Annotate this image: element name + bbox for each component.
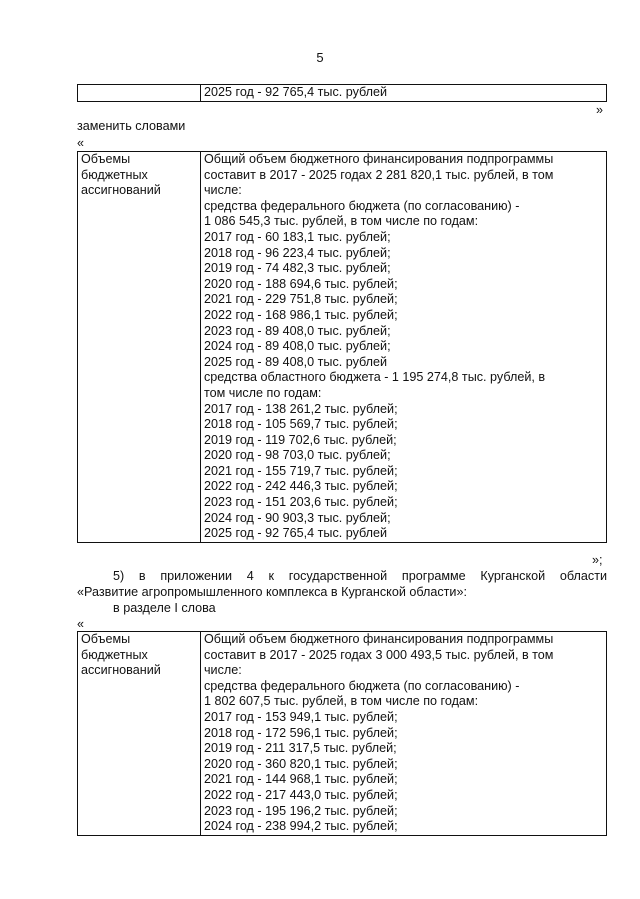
table-label-cell bbox=[78, 632, 201, 836]
open-quote: « bbox=[77, 617, 85, 631]
table-line: 2022 год - 242 446,3 тыс. рублей; bbox=[204, 479, 398, 494]
table-row bbox=[78, 152, 607, 543]
label-line: бюджетных bbox=[81, 167, 148, 182]
table-label-cell bbox=[78, 85, 201, 102]
table-line: 1 086 545,3 тыс. рублей, в том числе по годам: bbox=[204, 214, 479, 229]
table-line: средства федерального бюджета (по согласованию) - bbox=[204, 198, 520, 213]
table-line: 2023 год - 195 196,2 тыс. рублей; bbox=[204, 803, 398, 818]
table-line: числе: bbox=[204, 663, 242, 678]
table-line: 1 802 607,5 тыс. рублей, в том числе по годам: bbox=[204, 694, 479, 709]
table-content-cell bbox=[201, 85, 607, 102]
table-line: 2018 год - 172 596,1 тыс. рублей; bbox=[204, 725, 398, 740]
table-line: Общий объем бюджетного финансирования подпрограммы bbox=[204, 632, 554, 646]
budget-table-1 bbox=[77, 151, 607, 543]
table-line: 2024 год - 89 408,0 тыс. рублей; bbox=[204, 339, 391, 354]
table-line: 2018 год - 105 569,7 тыс. рублей; bbox=[204, 417, 398, 432]
table-line: средства областного бюджета - 1 195 274,8 тыс. рублей, в bbox=[204, 370, 546, 385]
open-quote: « bbox=[77, 136, 85, 150]
table-line: 2018 год - 96 223,4 тыс. рублей; bbox=[204, 245, 391, 260]
table-line: 2021 год - 155 719,7 тыс. рублей; bbox=[204, 463, 398, 478]
table-line: 2023 год - 89 408,0 тыс. рублей; bbox=[204, 323, 391, 338]
table-line: 2021 год - 229 751,8 тыс. рублей; bbox=[204, 292, 398, 307]
label-line: ассигнований bbox=[81, 663, 161, 678]
paragraph-item-5 bbox=[77, 568, 607, 616]
table-line: составит в 2017 - 2025 годах 2 281 820,1 тыс. рублей, в том bbox=[204, 167, 554, 182]
budget-table-2 bbox=[77, 631, 607, 836]
table-line: составит в 2017 - 2025 годах 3 000 493,5 тыс. рублей, в том bbox=[204, 647, 554, 662]
replace-words-text: заменить словами bbox=[77, 119, 186, 133]
paragraph-line: «Развитие агропромышленного комплекса в Курганской области»: bbox=[77, 585, 467, 599]
table-line: 2022 год - 168 986,1 тыс. рублей; bbox=[204, 307, 398, 322]
table-line: 2024 год - 238 994,2 тыс. рублей; bbox=[204, 819, 398, 834]
table-line: 2022 год - 217 443,0 тыс. рублей; bbox=[204, 787, 398, 802]
label-line: Объемы bbox=[81, 632, 131, 646]
table-line: Общий объем бюджетного финансирования подпрограммы bbox=[204, 152, 554, 166]
label-line: ассигнований bbox=[81, 183, 161, 198]
label-line: Объемы bbox=[81, 152, 131, 166]
table-line: 2019 год - 119 702,6 тыс. рублей; bbox=[204, 432, 397, 447]
table-line: 2020 год - 360 820,1 тыс. рублей; bbox=[204, 756, 398, 771]
table-line: том числе по годам: bbox=[204, 385, 322, 400]
table-line: 2025 год - 89 408,0 тыс. рублей bbox=[204, 354, 388, 369]
table-line: 2023 год - 151 203,6 тыс. рублей; bbox=[204, 495, 398, 510]
table-line: 2017 год - 60 183,1 тыс. рублей; bbox=[204, 229, 391, 244]
table-line: 2024 год - 90 903,3 тыс. рублей; bbox=[204, 510, 391, 525]
table-content-cell bbox=[201, 152, 607, 543]
table-line: 2017 год - 138 261,2 тыс. рублей; bbox=[204, 401, 398, 416]
table-line: 2020 год - 98 703,0 тыс. рублей; bbox=[204, 448, 391, 463]
close-quote: » bbox=[596, 103, 604, 117]
table-line: 2020 год - 188 694,6 тыс. рублей; bbox=[204, 276, 398, 291]
table-label-cell bbox=[78, 152, 201, 543]
table-line: средства федерального бюджета (по согласованию) - bbox=[204, 678, 520, 693]
table-content-cell bbox=[201, 632, 607, 836]
top-table-fragment bbox=[77, 84, 607, 102]
label-line: бюджетных bbox=[81, 647, 148, 662]
table-line: 2025 год - 92 765,4 тыс. рублей bbox=[204, 85, 388, 99]
table-line: 2017 год - 153 949,1 тыс. рублей; bbox=[204, 709, 398, 724]
page-number: 5 bbox=[316, 50, 324, 65]
paragraph-line: 5) в приложении 4 к государственной программе Курганской области bbox=[113, 569, 607, 583]
table-row bbox=[78, 85, 607, 102]
paragraph-line: в разделе I слова bbox=[113, 601, 216, 615]
table-line: числе: bbox=[204, 183, 242, 198]
table-row bbox=[78, 632, 607, 836]
table-line: 2025 год - 92 765,4 тыс. рублей bbox=[204, 526, 388, 541]
table-line: 2019 год - 211 317,5 тыс. рублей; bbox=[204, 741, 397, 756]
close-quote: »; bbox=[592, 553, 603, 567]
table-line: 2019 год - 74 482,3 тыс. рублей; bbox=[204, 261, 391, 276]
table-line: 2021 год - 144 968,1 тыс. рублей; bbox=[204, 772, 398, 787]
